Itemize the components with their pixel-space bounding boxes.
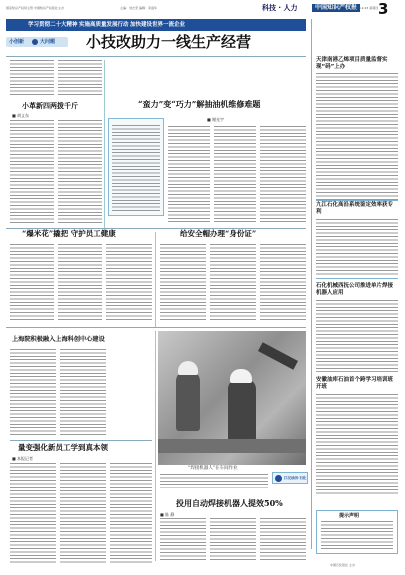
column-tag-dot [32, 39, 38, 45]
col-divider-mid [155, 232, 156, 327]
right-brief-4-title: 安徽油库石油首个跨学习培训班开班 [316, 377, 394, 390]
shanghai-headline: 上海院积极融入上海科创中心建设 [12, 336, 105, 343]
column-tag-right: 大问题 [40, 39, 56, 45]
photo-worker-1 [176, 371, 200, 431]
talent-col1 [10, 463, 56, 563]
right-brief-1-body [316, 73, 398, 201]
byline-3: ■ 本报记者 [12, 456, 34, 461]
welding-col2 [210, 518, 256, 562]
right-notice-box [316, 510, 398, 554]
photo-pipe [158, 439, 306, 453]
right-brief-divider-3 [316, 371, 398, 372]
shanghai-col2 [60, 349, 106, 437]
caption-block [160, 474, 268, 488]
left-article-col1 [10, 120, 54, 225]
bottom-rule [6, 327, 306, 328]
safety-headline: 给安全帽办理“身份证” [180, 229, 257, 238]
page-number: 3 [378, 0, 389, 18]
col-divider-right [311, 19, 312, 549]
partner-badge [272, 472, 308, 484]
welding-headline: 投用自动焊接机器人提效50% [176, 498, 283, 508]
right-brief-3-body [316, 300, 398, 370]
byline-2: ■ 谢光宇 [207, 117, 225, 122]
center-article-col1 [168, 126, 210, 222]
safety-col1 [160, 244, 206, 322]
talent-col2 [60, 463, 106, 563]
byline-4: ■ 陈 静 [160, 512, 175, 517]
welding-col3 [260, 518, 306, 562]
right-brief-divider-1 [316, 200, 398, 201]
safety-col3 [260, 244, 306, 322]
left-top-col2 [58, 60, 102, 96]
notice-title: 提示声明 [339, 513, 360, 519]
safety-col2 [210, 244, 256, 322]
popcorn-col3 [106, 244, 152, 322]
headline-rule [6, 56, 306, 57]
shanghai-col1 [10, 349, 56, 437]
right-brief-2-title: 九江石化高沿系统鉴定效率获专利 [316, 202, 394, 215]
photo-caption: “焊接机器人”在车间作业 [188, 466, 238, 471]
theme-banner [6, 19, 306, 31]
footer-note: 中国石化报社 主办 [330, 563, 355, 567]
center-inset-box [108, 118, 164, 216]
partner-badge-text: 江汉油田·石化 [284, 476, 307, 480]
welding-photo [158, 331, 306, 465]
masthead-left-text: 国家知识产权局主管 中国知识产权报社主办 [6, 6, 64, 10]
left-top-col1 [10, 60, 54, 96]
issue-date: 2023.2.23 星期四 [353, 6, 379, 10]
col-divider-bottom [155, 331, 156, 561]
center-subheadline: “蛮力”变“巧力”解抽油机维修难题 [138, 99, 261, 109]
popcorn-col1 [10, 244, 54, 322]
col-divider-1 [104, 60, 105, 230]
left-subheadline: 小革新四两拨千斤 [22, 101, 78, 110]
byline-1: ■ 胡义东 [12, 113, 30, 118]
right-brief-1-title: 天津南港乙烯项目质量监督实现“码”上办 [316, 57, 388, 70]
masthead-mid-text: 主编：刘志坚 编辑：李盛华 [120, 6, 157, 10]
main-headline: 小技改助力一线生产经营 [86, 33, 252, 51]
left-article-col2 [58, 120, 102, 225]
paper-name: 中国知识产权报 [312, 4, 360, 12]
partner-badge-icon [275, 475, 282, 482]
welding-col1 [160, 518, 206, 562]
talent-divider [10, 440, 152, 441]
photo-worker-2 [228, 379, 256, 441]
section-label: 科技 · 人力 [262, 4, 298, 12]
column-tag-left: 小创新 [9, 39, 25, 45]
right-brief-3-title: 石化机械西抚公司推进单片焊接机器人应用 [316, 283, 394, 296]
center-article-col3 [260, 126, 306, 222]
popcorn-headline: “爆米花”撬把 守护员工健康 [22, 229, 116, 238]
right-brief-divider-2 [316, 278, 398, 279]
popcorn-col2 [58, 244, 102, 322]
photo-robot-arm [258, 342, 298, 370]
right-brief-4-body [316, 394, 398, 494]
notice-body [321, 521, 393, 551]
banner-text: 学习贯彻二十大精神 实施高质量发展行动 加快建设世界一流企业 [28, 22, 186, 28]
photo-helmet-1 [178, 361, 198, 375]
talent-col3 [110, 463, 152, 563]
inset-text [112, 125, 160, 213]
photo-helmet-2 [230, 369, 252, 383]
center-article-col2 [214, 126, 256, 222]
right-brief-2-body [316, 219, 398, 277]
column-tag [6, 37, 68, 47]
talent-headline: 量变强化新员工学到真本领 [18, 443, 108, 452]
